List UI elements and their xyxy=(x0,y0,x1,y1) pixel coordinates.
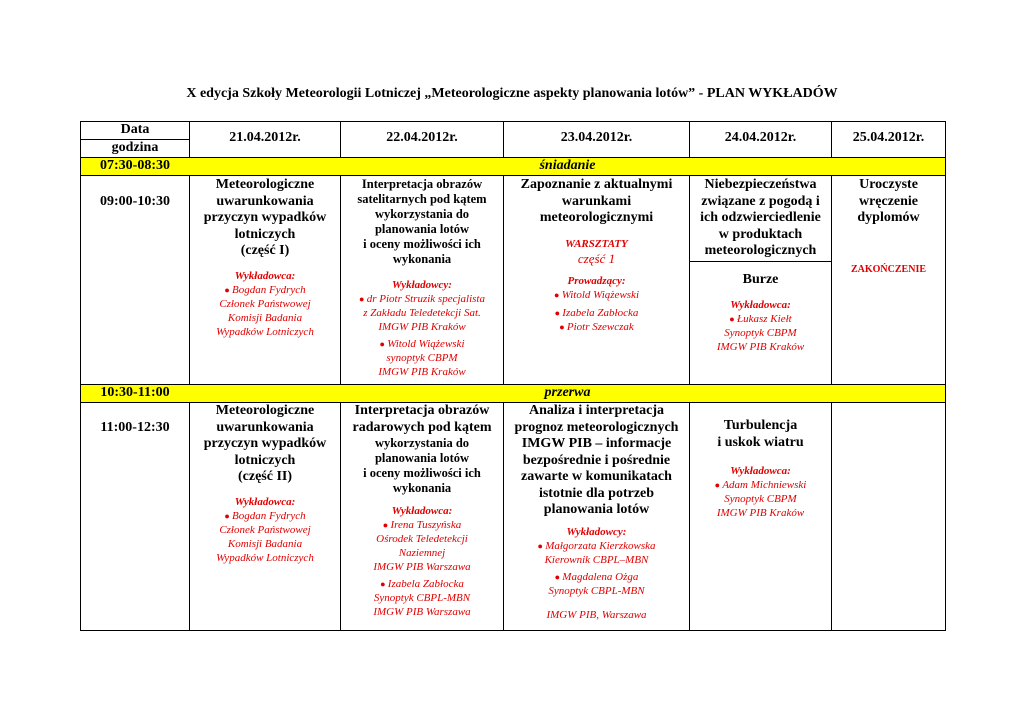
lecture-title-line: planowania lotów xyxy=(374,222,470,236)
lecturer-line: IMGW PIB Warszawa xyxy=(373,606,471,618)
lecturer-line: ● Małgorzata Kierzkowska xyxy=(504,539,689,553)
lecture-title-line: przyczyn wypadków xyxy=(203,436,327,451)
lecturer-line: IMGW PIB, Warszawa xyxy=(546,608,647,621)
lecturer-label: Wykładowca: xyxy=(730,298,791,311)
lecture-title-line: wręczenie xyxy=(858,193,919,209)
lecturer-line: ● Witold Wiążewski xyxy=(341,337,503,351)
lecture-title-line: bezpośrednie i pośrednie xyxy=(522,452,671,468)
lecturer-line: Członek Państwowej xyxy=(219,297,311,310)
lecturer-line: Wypadków Lotniczych xyxy=(216,551,314,564)
workshop-label: WARSZTATY xyxy=(565,237,628,250)
date-23: 23.04.2012r. xyxy=(560,130,633,145)
lecture-title-line: w produktach xyxy=(718,226,803,242)
lecture-title-line: Analiza i interpretacja xyxy=(528,403,665,418)
lecture-title-line: satelitarnych pod kątem xyxy=(357,192,487,206)
lecturer-line: ● Magdalena Ożga xyxy=(504,570,689,584)
lecture-title-line: wykorzystania do xyxy=(374,436,470,450)
lecture-title-line: wykorzystania do xyxy=(374,207,470,221)
session2-day25-empty xyxy=(832,403,945,630)
session2-day23 xyxy=(504,403,689,622)
lecturer-label: Wykładowca: xyxy=(730,465,791,477)
lecture-title-line: radarowych pod kątem xyxy=(352,419,492,435)
date-22: 22.04.2012r. xyxy=(386,130,458,145)
lecture-title-line: planowania lotów xyxy=(543,502,650,517)
lecture-title-line: Interpretacja obrazów xyxy=(354,403,490,418)
lecture-title-line: Niebezpieczeństwa xyxy=(704,177,817,192)
lecturer-line: Ośrodek Teledetekcji xyxy=(376,533,468,545)
lecture-title-line: Interpretacja obrazów xyxy=(361,177,483,191)
lecturer-line: ● Irena Tuszyńska xyxy=(341,518,503,532)
lecture-title-line: i oceny możliwości ich xyxy=(363,466,481,480)
lead-line: ● Witold Wiążewski xyxy=(504,288,689,302)
break-time: 10:30-11:00 xyxy=(100,385,170,400)
lecturer-line: ● dr Piotr Struzik specjalista xyxy=(341,292,503,306)
lecturer-line: ● Bogdan Fydrych xyxy=(190,509,340,523)
lecture-title-line: uwarunkowania xyxy=(216,193,314,209)
lecture-title-line: Uroczyste xyxy=(859,177,918,192)
session1-day23 xyxy=(504,177,689,334)
date-25: 25.04.2012r. xyxy=(852,130,925,145)
lead-line: ● Piotr Szewczak xyxy=(504,320,689,334)
lecturer-line: Członek Państwowej xyxy=(219,523,311,536)
lecturer-label: Wykładowca: xyxy=(234,495,296,508)
lecturer-line: IMGW PIB Kraków xyxy=(378,321,466,333)
lecturer-line: IMGW PIB Kraków xyxy=(378,366,466,378)
schedule-table xyxy=(80,121,946,631)
lecturer-line: Synoptyk CBPL-MBN xyxy=(548,584,645,597)
lead-line: ● Izabela Zabłocka xyxy=(504,306,689,320)
lecturer-line: IMGW PIB Warszawa xyxy=(373,561,471,573)
breakfast-time: 07:30-08:30 xyxy=(100,158,170,173)
lead-label: Prowadzący: xyxy=(567,274,626,287)
session2-day21 xyxy=(190,403,340,565)
date-24: 24.04.2012r. xyxy=(724,130,797,145)
lecture-title-line: (część II) xyxy=(237,469,293,484)
lecture-title-line: Meteorologiczne xyxy=(215,177,315,192)
session1-day25 xyxy=(832,177,945,276)
lecturer-line: Kierownik CBPL–MBN xyxy=(544,553,649,566)
lecturer-line: z Zakładu Teledetekcji Sat. xyxy=(363,307,481,319)
lecture-title-line: meteorologicznych xyxy=(704,243,817,258)
lecture-title-line: i uskok wiatru xyxy=(717,434,804,450)
lecturer-line: IMGW PIB Kraków xyxy=(716,507,805,519)
lecturer-line: IMGW PIB Kraków xyxy=(716,340,805,353)
lecturer-line: ● Łukasz Kiełt xyxy=(690,312,831,326)
lecture-title-line: lotniczych xyxy=(234,452,296,468)
lecturer-label: Wykładowcy: xyxy=(392,279,452,291)
lecture-subtitle: Burze xyxy=(742,272,779,287)
lecture-title-line: przyczyn wypadków xyxy=(203,210,327,225)
lecture-title-line: warunkami xyxy=(561,193,632,209)
lecturer-line: Wypadków Lotniczych xyxy=(216,325,314,338)
godzina-label: godzina xyxy=(111,140,159,155)
lecturer-line: ● Izabela Zabłocka xyxy=(341,577,503,591)
session1-day24-storms xyxy=(690,272,831,354)
lecture-title-line: planowania lotów xyxy=(374,451,470,465)
lecture-title-line: Meteorologiczne xyxy=(215,403,315,418)
lecture-title-line: zawarte w komunikatach xyxy=(521,469,672,484)
lecture-title-line: Zapoznanie z aktualnymi xyxy=(520,177,673,192)
lecturer-line: synoptyk CBPM xyxy=(386,352,458,364)
lecture-title-line: IMGW PIB – informacje xyxy=(521,436,672,451)
lecture-title-line: prognoz meteorologicznych xyxy=(514,419,679,435)
workshop-part: część 1 xyxy=(577,250,616,266)
date-21: 21.04.2012r. xyxy=(229,130,301,145)
lecture-title-line: (część I) xyxy=(240,243,290,258)
break-label: przerwa xyxy=(544,385,591,400)
lecturer-line: ● Bogdan Fydrych xyxy=(190,283,340,297)
session2-day24 xyxy=(690,418,831,520)
lecturer-line: Komisji Badania xyxy=(227,311,303,324)
lecturer-line: Synoptyk CBPM xyxy=(724,493,797,505)
lecture-title-line: i oceny możliwości ich xyxy=(363,237,481,251)
lecture-title-line: meteorologicznymi xyxy=(539,210,654,225)
lecturer-line: Naziemnej xyxy=(398,547,446,559)
lecture-title-line: istotnie dla potrzeb xyxy=(538,485,655,501)
session1-day21 xyxy=(190,177,340,339)
lecturer-label: Wykładowca: xyxy=(391,505,453,517)
lecturer-label: Wykładowcy: xyxy=(566,525,627,538)
session2-day22 xyxy=(341,403,503,619)
lecturer-line: Synoptyk CBPM xyxy=(724,326,797,339)
lecture-title-line: Turbulencja xyxy=(723,418,798,433)
lecture-title-line: wykonania xyxy=(392,252,452,266)
document-title: X edycja Szkoły Meteorologii Lotniczej „Meteorologiczne aspekty planowania lotów” - PLAN WYKŁADÓW xyxy=(186,86,838,101)
lecture-title-line: dyplomów xyxy=(857,210,920,225)
closing-label: ZAKOŃCZENIE xyxy=(850,263,926,275)
lecture-title-line: wykonania xyxy=(392,481,452,495)
session2-time: 11:00-12:30 xyxy=(100,420,170,435)
lecturer-line: ● Adam Michniewski xyxy=(690,478,831,492)
lecturer-line: Komisji Badania xyxy=(227,537,303,550)
lecturer-line: Synoptyk CBPL-MBN xyxy=(373,592,471,604)
session1-day24 xyxy=(690,177,831,260)
lecturer-label: Wykładowca: xyxy=(234,269,296,282)
session1-day22 xyxy=(341,177,503,379)
lecture-title-line: lotniczych xyxy=(234,226,296,242)
data-label: Data xyxy=(120,122,150,137)
lecture-title-line: uwarunkowania xyxy=(216,419,314,435)
session1-time: 09:00-10:30 xyxy=(100,194,170,209)
breakfast-label: śniadanie xyxy=(539,158,596,173)
lecture-title-line: ich odzwierciedlenie xyxy=(700,210,821,225)
lecture-title-line: związane z pogodą i xyxy=(701,193,820,209)
